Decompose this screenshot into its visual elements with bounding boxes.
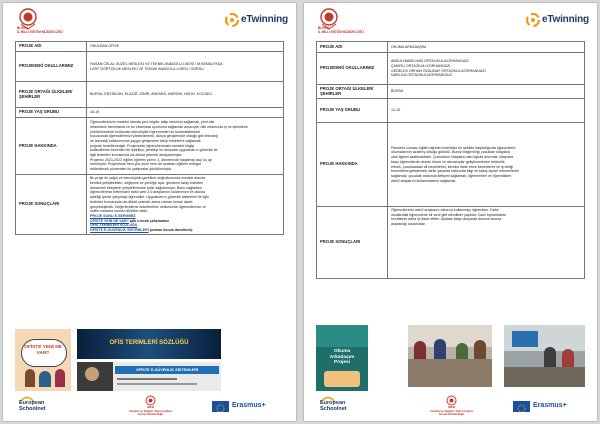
ministry-name: İL MİLLİ EĞİTİM MÜDÜRLÜĞÜ (17, 29, 63, 34)
ministry-city: BURSA (17, 26, 29, 30)
classroom-photo-1 (408, 325, 492, 387)
erasmus-text: Erasmus+ (533, 402, 567, 409)
project-results: Bu proje ile çağın ve teknolojinin gerekleri doğrultusunda mesleki alanda kendini yetiştirebilen, değişime ve yeniliğe açık, gündemi takip edebilen donanımlı bireylerin yetiştirilmesine katkı sağlanmıştır. Bunu sağlarken öğrencilerimiz birbirinden farklı web 2.0 araçlarının kullanımını ve okulda işbirliği içinde çalışmayı öğrendiler. Uygulanan e-güvenlik sistemleri ile ilgili tedbirler konusunda da dikkat çekmek adına uzman konuk davet gerçekleştirdik. Değerlendirme anketlerimiz neticesinde öğrencilerimiz ve veliler mutlaka olumlu dönütler aldık. PROJE SONU E-SERGİMİZ OFİSTE YENİ NE VAR? adlı e-book çalışmamız OFİS TERİMLERİ SÖZLÜĞÜ OFİSTE E-GÜVENLİK SİSTEMLERİ (uzman konuk davetimiz) (87, 175, 284, 235)
right-page (304, 3, 597, 421)
etwinning-text: eTwinning (241, 14, 288, 25)
project-name: OKUMA ARKADAŞIM (388, 42, 585, 53)
partner-cities: BURSA, ERZİNCAN, ELAZIĞ, İZMİR, ANKARA, MARDİN, HATAY, KOCAELİ (87, 82, 284, 108)
row-label: PROJEDEKİ OKULLARIMIZ (16, 52, 87, 82)
meb-logo (123, 395, 178, 417)
meb-line-2: Yenilik ve Eğitim Teknolojileri (429, 408, 474, 413)
erasmus-logo (212, 400, 282, 414)
etwinning-icon (525, 12, 541, 28)
project-schools: ABDULHAMİD HAN ORTAOKULU/ORHANGAZİ ÇAKIRLI ORTAOKULU/ORHANGAZİ GEDELEK ORHAN ÖZALİBAY ORTAOKULU/ORHANGAZİ NARLICA ORTAOKULU/ORHANGAZİ (388, 53, 585, 85)
european-schoolnet-logo (320, 395, 370, 415)
project-results: Öğrencilerimiz web2 araçlarını daha iyi kullanmayı öğrendiler. Farklı okullardaki öğrencilerle bir sınıf gibi etkinlikler yaptılar. Canlı toplantılarla kendilerini daha iyi ifade ettiler. Aydalar kitap okuyarak düzenli okuma alışkanlığı kazandılar. (388, 207, 585, 279)
left-info-table (15, 41, 284, 235)
ebook-title-2: VAR? (36, 350, 50, 356)
left-photos (15, 329, 284, 393)
row-label: PROJE ORTAĞI ÜLKELER/ŞEHİRLER (16, 82, 87, 108)
project-about: Pandemi sonrası eğitim öğretim kesintisiz bir şekilde başladığında öğrencilerin okumalarının azalmış olduğu görüldü. Bunun bağımlılığı çocukları kitaplara olan ilgisini azaltmaktadır. Çocukların kitaplara olan ilgisini artırmak, kitaplara karşı öğrencilerde olumlu tutum ve davranışlar geliştirmelerine rehberlik etmek, çocuklardaki dil becerilerini, kendini ifade etme becerilerini ve iş birliği becerilerini geliştirmek; farklı yazarlar hakkında bilgi ve bakış açıları edinmelerini sağlamak; çocuklar arasında iletişimi sağlamak; öğrenmeleri ve öğrendikleri web2 araçlarını kullanmalarını sağlamak. (388, 123, 585, 207)
book-title-1: Okuma (333, 349, 351, 354)
esecurity-banner-image (77, 362, 221, 391)
row-label: PROJEDEKİ OKULLARIMIZ (317, 53, 388, 85)
schoolnet-line-2: Schoolnet (19, 405, 46, 412)
ministry-name: İL MİLLİ EĞİTİM MÜDÜRLÜĞÜ (318, 29, 364, 34)
link-ebook[interactable]: OFİSTE YENİ NE VAR? (90, 218, 129, 223)
right-footer (316, 395, 585, 417)
row-label: PROJE ORTAĞI ÜLKELER/ŞEHİRLER (317, 85, 388, 99)
dictionary-title: OFİS TERİMLERİ SÖZLÜĞÜ (109, 340, 189, 346)
ebook-cover-image (15, 329, 71, 391)
erasmus-logo (513, 400, 583, 414)
left-page (3, 3, 296, 421)
ministry-city: BURSA (318, 26, 330, 30)
european-schoolnet-logo (19, 395, 69, 415)
schoolnet-line-1: European (19, 400, 45, 406)
etwinning-logo (525, 12, 589, 28)
ministry-logo (17, 7, 97, 37)
row-label: PROJE HAKKINDA (317, 123, 388, 207)
link-esecurity[interactable]: OFİSTE E-GÜVENLİK SİSTEMLERİ (90, 228, 149, 233)
age-group: 16-19 (87, 108, 284, 118)
link-esergi[interactable]: PROJE SONU E-SERGİMİZ (90, 213, 136, 218)
erasmus-text: Erasmus+ (232, 402, 266, 409)
row-label: PROJE YAŞ GRUBU (317, 99, 388, 123)
project-name: OKULDAN OFİSE (87, 42, 284, 52)
meb-line-1: MEB (448, 405, 455, 409)
age-group: 12-15 (388, 99, 585, 123)
link-dictionary[interactable]: OFİS TERİMLERİ SÖZLÜĞÜ (90, 223, 138, 228)
right-photos (316, 325, 585, 391)
meb-line-3: Genel Müdürlüğü (137, 412, 164, 417)
project-about: Öğrencilerimizin mesleki alanda yeni bilgiler takip etmesini sağlamak, yeni ofis ortamlarını tanımlama ve bu ortamlara uyumunu sağlamak amacıyla; ofis ortamında iş ve işlemlerin yürütülmesinde kullanılan teknolojileri öğrenmeleri ve kullanabilmeleri hususunda öğrencilerimizi yönlendirmek, dünya gençlerinde olduğu gibi teknoloji ve teknoloji kullanımında yaygın gelişmeleri takip etmelerini sağlamak projede hedeflenmiştir. Projemizde öğrencilerimizin mesleki bilgiyi kullanabilme becerileri ile işbirlikçi, yenilikçi ve dünyada uygulanan e-güvenlik ile ilgili tedbirleri konusunda da dikkat çekmek amaçlanmıştır. Projemiz 2021-2022 eğitim öğretim yılının 1. döneminde başlamış olup üç ay sürmüştür. Projemizde hem yüz yüze hem de uzaktan eğitime entegre edilebilecek yöntemleri ile çalışmalar yürütülmüştür. (87, 118, 284, 175)
row-label: PROJE YAŞ GRUBU (16, 108, 87, 118)
book-title-2: Arkadaşım (329, 354, 355, 360)
row-label: PROJE ADI (317, 42, 388, 53)
left-footer (15, 395, 284, 417)
ministry-logo (318, 7, 398, 37)
row-label: PROJE SONUÇLARI (16, 175, 87, 235)
eu-flag-icon (513, 401, 530, 412)
project-schools: HASAN CELAL GÜZEL MESLEKİ VE TEKNİK ANADOLU LİSESİ / M.KEMALPAŞA LATİF DÖRTÇELİK MESLEKİ VE TEKNİK ANADOLU LİSESİ / GÜRSU (87, 52, 284, 82)
book-title-3: Projesi (334, 360, 350, 366)
meb-line-1: MEB (147, 405, 154, 409)
meb-logo (424, 395, 479, 417)
book-cover-image (316, 325, 368, 391)
row-label: PROJE ADI (16, 42, 87, 52)
ebook-title-1: OFİSTE YENİ NE (24, 345, 62, 350)
partner-cities: BURSA (388, 85, 585, 99)
meb-line-3: Genel Müdürlüğü (438, 412, 465, 417)
schoolnet-line-2: Schoolnet (320, 405, 347, 412)
eu-flag-icon (212, 401, 229, 412)
schoolnet-line-1: European (320, 400, 346, 406)
meb-line-2: Yenilik ve Eğitim Teknolojileri (128, 408, 173, 413)
classroom-photo-2 (504, 325, 585, 387)
right-info-table (316, 41, 585, 279)
row-label: PROJE HAKKINDA (16, 118, 87, 175)
etwinning-icon (224, 12, 240, 28)
etwinning-logo (224, 12, 288, 28)
row-label: PROJE SONUÇLARI (317, 207, 388, 279)
dictionary-cover-image (77, 329, 221, 359)
banner-title: OFİSTE E-GÜVENLİK SİSTEMLERİ (135, 367, 199, 372)
etwinning-text: eTwinning (542, 14, 589, 25)
